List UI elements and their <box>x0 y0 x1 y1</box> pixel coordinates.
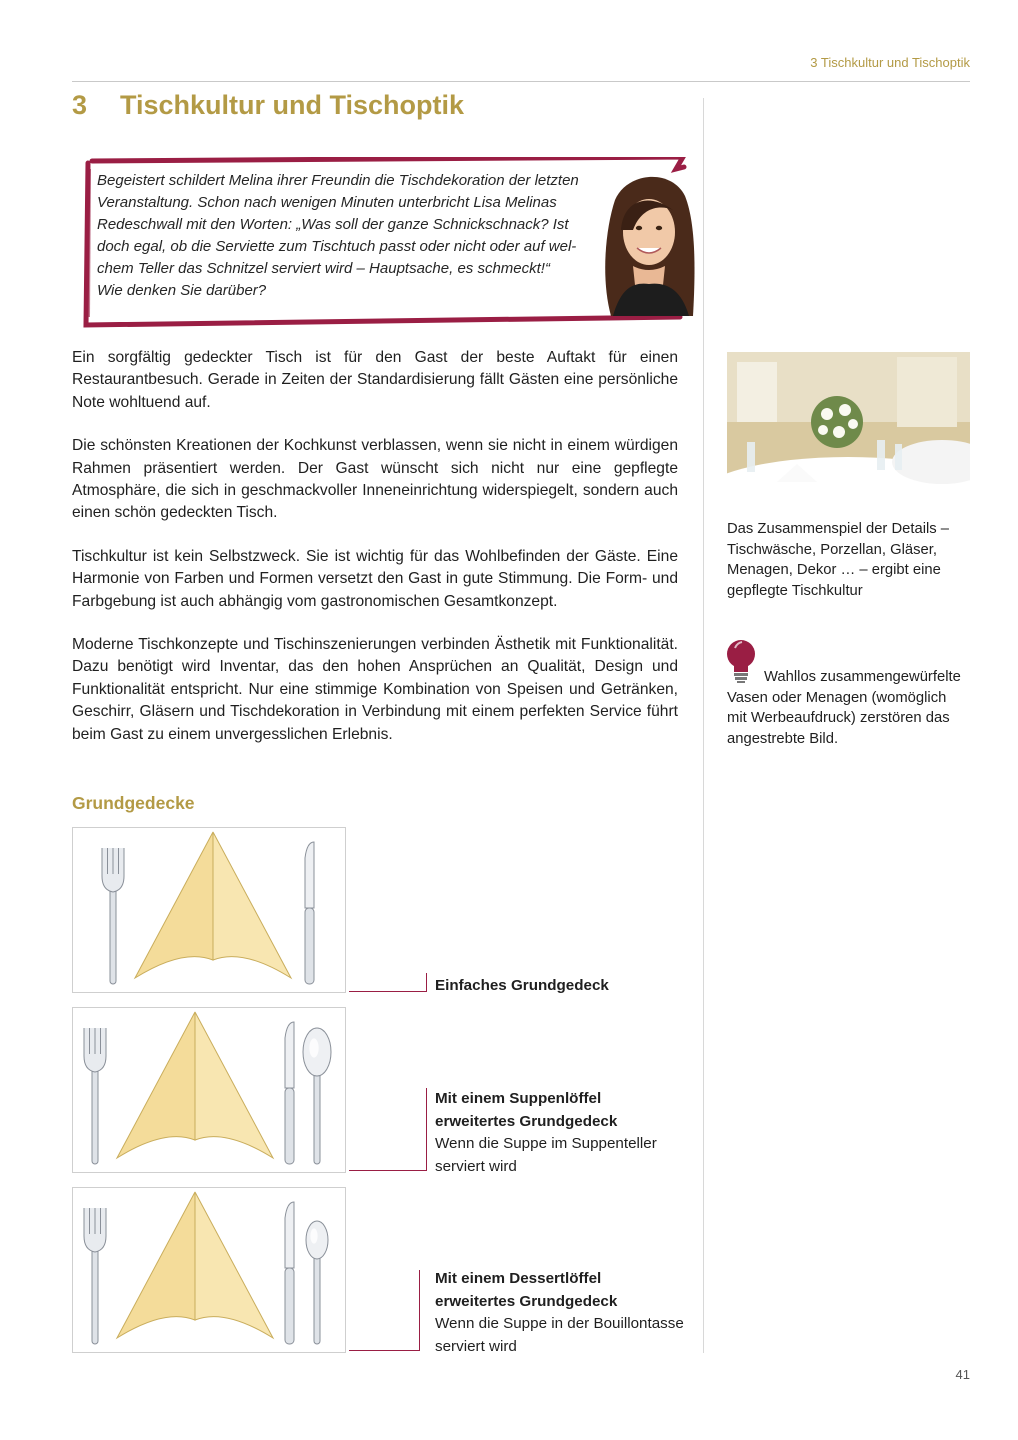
body-paragraph: Ein sorgfältig gedeckter Tisch ist für den Gast der beste Auftakt für einen Restaurantbesuch. Gerade in Zeiten der Standardisierung fällt Gästen eine persönliche Note wohltuend auf. <box>72 349 678 411</box>
setting-title: Mit einem Suppenlöffel <box>435 1090 602 1107</box>
setting-label <box>435 975 697 998</box>
page-number: 41 <box>955 1367 970 1382</box>
quote-line: Wie denken Sie darüber? <box>97 282 267 299</box>
folded-napkin-icon <box>135 832 291 978</box>
knife-icon <box>285 1202 294 1344</box>
setting-description: Wenn die Suppe in der Bouillontasse serviert wird <box>435 1315 684 1355</box>
dessert-spoon-icon <box>306 1221 328 1344</box>
quote-line: doch egal, ob die Serviette zum Tischtuch passt oder nicht oder auf wel- <box>97 238 577 255</box>
chapter-number: 3 <box>72 90 88 120</box>
chapter-title-text: Tischkultur und Tischoptik <box>120 90 465 120</box>
soup-spoon-icon <box>303 1028 331 1164</box>
folded-napkin-icon <box>117 1012 273 1158</box>
chapter-title <box>72 90 464 121</box>
setting-description: Wenn die Suppe im Suppenteller serviert wird <box>435 1135 657 1175</box>
setting-label <box>435 1268 697 1358</box>
tip-text: Wahllos zusammengewürfelte Vasen oder Menagen (womöglich mit Werbeaufdruck) zerstören das angestrebte Bild. <box>727 669 961 747</box>
tip-block <box>727 667 970 749</box>
setting-title: Einfaches Grundgedeck <box>435 977 609 994</box>
quote-line: Redeschwall mit den Worten: „Was soll der ganze Schnickschnack? Ist <box>97 216 569 233</box>
body-paragraph: Die schönsten Kreationen der Kochkunst verblassen, wenn sie nicht in einem würdigen Rahmen präsentiert werden. Der Gast wünscht sich nicht nur eine gepflegte Atmosphäre, die sich in geschmackvoller Inneneinrichtung widerspiegelt, sondern auch einen schön gedeckten Tisch. <box>72 437 678 522</box>
quote-line: Begeistert schildert Melina ihrer Freundin die Tischdekoration der letzten <box>97 172 579 189</box>
setting-title: Mit einem Dessertlöffel <box>435 1270 602 1287</box>
setting-label <box>435 1088 697 1178</box>
quote-text <box>97 170 589 302</box>
quote-line: Veranstaltung. Schon nach wenigen Minuten unterbricht Lisa Melinas <box>97 194 557 211</box>
quote-line: chem Teller das Schnitzel serviert wird – Hauptsache, es schmeckt!“ <box>97 260 550 277</box>
main-column <box>72 347 678 767</box>
place-setting-dessert-spoon <box>72 1187 346 1353</box>
setting-subtitle: erweitertes Grundgedeck <box>435 1112 618 1130</box>
leader-line <box>349 973 427 992</box>
folded-napkin-icon <box>117 1192 273 1338</box>
fork-icon <box>102 848 124 984</box>
body-paragraph: Tischkultur ist kein Selbstzweck. Sie ist wichtig für das Wohlbefinden der Gäste. Eine Harmonie von Farben und Formen versetzt den Gast in gute Stimmung. Die Form- und Farbgebung ist auch abhängig vom gastronomischen Gesamtkonzept. <box>72 547 678 610</box>
leader-line <box>349 1088 427 1171</box>
fork-icon <box>84 1208 106 1344</box>
knife-icon <box>305 842 314 984</box>
photo-caption: Das Zusammenspiel der Details – Tischwäsche, Porzellan, Gläser, Menagen, Dekor … – ergibt eine gepflegte Tischkultur <box>727 521 950 599</box>
portrait-photo <box>593 170 701 316</box>
running-head: 3 Tischkultur und Tischoptik <box>810 55 970 70</box>
section-heading: Grundgedecke <box>72 793 195 813</box>
fork-icon <box>84 1028 106 1164</box>
restaurant-table-photo <box>727 352 970 514</box>
sidebar-column <box>727 519 970 749</box>
place-setting-basic <box>72 827 346 993</box>
place-setting-soup-spoon <box>72 1007 346 1173</box>
column-divider <box>703 98 704 1353</box>
knife-icon <box>285 1022 294 1164</box>
body-paragraph: Moderne Tischkonzepte und Tischinszenierungen verbinden Ästhetik mit Funktionalität. Dazu benötigt wird Inventar, das den hohen Ansprüchen an Qualität, Design und Funktionalität entspricht. Nur eine stimmige Kombination von Speisen und Getränken, Geschirr, Gläsern und Tischdekoration in Verbindung mit einem perfekten Service führt beim Gast zu einem unvergesslichen Erlebnis. <box>72 636 678 743</box>
header-rule <box>72 81 970 82</box>
lightbulb-icon <box>726 638 758 684</box>
setting-subtitle: erweitertes Grundgedeck <box>435 1292 618 1310</box>
leader-line <box>349 1270 420 1351</box>
